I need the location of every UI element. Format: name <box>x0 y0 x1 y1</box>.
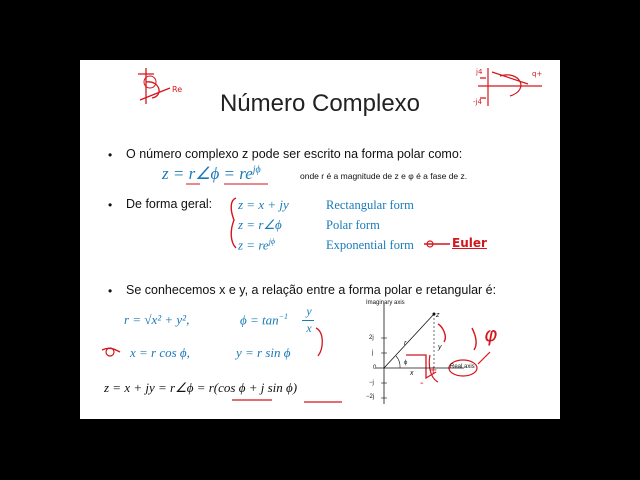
r-formula: r = √x² + y², <box>124 312 190 327</box>
handwritten-plus: + <box>429 365 438 376</box>
y-axis-label: Imaginary axis <box>366 300 405 306</box>
y-tick-0: 0 <box>373 365 377 371</box>
bullet-relation: Se conhecemos x e y, a relação entre a forma polar e retangular é: <box>126 283 497 297</box>
bullet-dot: • <box>108 198 113 212</box>
page-title: Número Complexo <box>219 90 421 117</box>
svg-text:q+: q+ <box>532 70 543 78</box>
x-label: x <box>410 370 414 377</box>
form-eq-polar: z = r∠ϕ <box>238 217 282 232</box>
handwritten-minus: - <box>420 378 424 389</box>
y-formula: y = r sin ϕ <box>236 345 291 360</box>
x-formula: x = r cos ϕ, <box>130 345 190 360</box>
form-eq-rectangular: z = x + jy <box>238 197 289 212</box>
form-name-polar: Polar form <box>326 218 380 232</box>
phi-label: ϕ <box>404 360 408 366</box>
svg-text:Re: Re <box>172 85 183 94</box>
y-tick-neg-j: −j <box>369 380 374 386</box>
slide <box>80 60 560 419</box>
form-name-exponential: Exponential form <box>326 238 414 252</box>
phi-frac-num: y <box>306 304 312 318</box>
y-tick-neg-2j: −2j <box>366 394 375 400</box>
z-label: z <box>436 312 440 319</box>
bullet-dot: • <box>108 148 113 162</box>
polar-formula: z = r∠ϕ = $re^{j\phi}$ <box>162 164 261 183</box>
y-tick-2j: 2j <box>369 335 374 341</box>
handwritten-euler: Euler <box>452 236 487 250</box>
bullet-polar-intro: O número complexo z pode ser escrito na forma polar como: <box>126 147 463 161</box>
phi-formula: $\phi = \tan^{-1}$ <box>240 312 289 328</box>
bullet-general: De forma geral: <box>126 197 213 211</box>
form-name-rectangular: Rectangular form <box>326 198 414 212</box>
r-label: r <box>404 340 407 347</box>
phi-frac-den: x <box>306 321 312 335</box>
svg-text:j4: j4 <box>476 68 483 76</box>
polar-note: onde r é a magnitude de z e φ é a fase de z. <box>300 171 468 181</box>
form-eq-exponential: $z = re^{j\phi}$ <box>238 237 276 253</box>
x-axis-label: Real axis <box>450 364 475 370</box>
handwritten-phi: φ <box>484 322 498 346</box>
bullet-dot: • <box>108 284 113 298</box>
complex-plane-diagram <box>360 296 490 406</box>
summary-formula: z = x + jy = r∠ϕ = r(cos ϕ + j sin ϕ) <box>104 380 298 395</box>
y-label: y <box>438 344 442 351</box>
y-tick-j: j <box>372 350 374 356</box>
svg-text:-j4: -j4 <box>473 98 482 106</box>
